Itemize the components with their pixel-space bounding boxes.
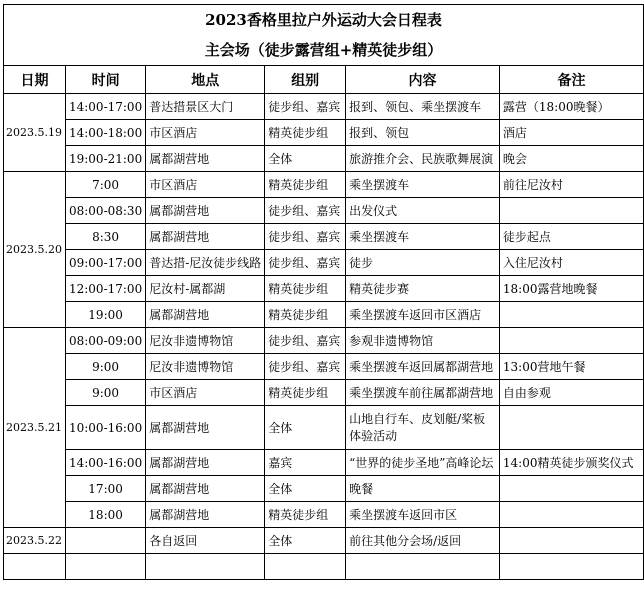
content-cell: 出发仪式	[346, 198, 500, 224]
place-cell: 属都湖营地	[146, 146, 265, 172]
place-cell: 普达措-尼汝徒步线路	[146, 250, 265, 276]
content-cell: 乘坐摆渡车返回属都湖营地	[346, 354, 500, 380]
table-row	[4, 120, 644, 146]
content-cell: 参观非遗博物馆	[346, 328, 500, 354]
date-cell: 2023.5.21	[4, 328, 66, 528]
place-cell: 市区酒店	[146, 120, 265, 146]
content-cell: 报到、领包	[346, 120, 500, 146]
note-cell	[499, 502, 643, 528]
time-cell: 08:00-08:30	[65, 198, 145, 224]
schedule-table	[3, 4, 644, 580]
place-cell: 属都湖营地	[146, 502, 265, 528]
place-cell: 市区酒店	[146, 172, 265, 198]
group-cell: 精英徒步组	[265, 172, 346, 198]
note-cell	[499, 328, 643, 354]
note-cell: 酒店	[499, 120, 643, 146]
table-row	[4, 528, 644, 554]
header-place: 地点	[146, 66, 265, 94]
note-cell	[499, 198, 643, 224]
date-cell: 2023.5.20	[4, 172, 66, 328]
time-cell: 9:00	[65, 354, 145, 380]
group-cell: 徒步组、嘉宾	[265, 328, 346, 354]
content-cell: 乘坐摆渡车前往属都湖营地	[346, 380, 500, 406]
note-cell: 徒步起点	[499, 224, 643, 250]
group-cell: 精英徒步组	[265, 380, 346, 406]
empty-cell	[346, 554, 500, 580]
empty-cell	[146, 554, 265, 580]
title-line1: 2023香格里拉户外运动大会日程表	[4, 5, 644, 35]
note-cell	[499, 302, 643, 328]
table-row	[4, 172, 644, 198]
note-cell: 18:00露营地晚餐	[499, 276, 643, 302]
table-row	[4, 302, 644, 328]
table-row	[4, 94, 644, 120]
group-cell: 全体	[265, 476, 346, 502]
empty-cell	[65, 554, 145, 580]
empty-cell	[499, 554, 643, 580]
note-cell: 13:00营地午餐	[499, 354, 643, 380]
content-cell: 徒步	[346, 250, 500, 276]
group-cell: 精英徒步组	[265, 120, 346, 146]
group-cell: 精英徒步组	[265, 276, 346, 302]
time-cell: 14:00-18:00	[65, 120, 145, 146]
place-cell: 尼汝非遗博物馆	[146, 354, 265, 380]
title-line2: 主会场（徒步露营组+精英徒步组）	[4, 35, 644, 66]
table-row	[4, 354, 644, 380]
note-cell: 露营（18:00晚餐）	[499, 94, 643, 120]
place-cell: 属都湖营地	[146, 198, 265, 224]
table-row	[4, 476, 644, 502]
table-row	[4, 250, 644, 276]
group-cell: 徒步组、嘉宾	[265, 224, 346, 250]
place-cell: 属都湖营地	[146, 476, 265, 502]
place-cell: 尼汝村-属都湖	[146, 276, 265, 302]
header-group: 组别	[265, 66, 346, 94]
header-content: 内容	[346, 66, 500, 94]
content-cell: 旅游推介会、民族歌舞展演	[346, 146, 500, 172]
time-cell: 14:00-16:00	[65, 450, 145, 476]
time-cell: 12:00-17:00	[65, 276, 145, 302]
time-cell: 18:00	[65, 502, 145, 528]
table-row	[4, 276, 644, 302]
content-cell: 精英徒步赛	[346, 276, 500, 302]
time-cell: 14:00-17:00	[65, 94, 145, 120]
time-cell: 7:00	[65, 172, 145, 198]
place-cell: 尼汝非遗博物馆	[146, 328, 265, 354]
time-cell: 10:00-16:00	[65, 406, 145, 450]
place-cell: 市区酒店	[146, 380, 265, 406]
content-cell: 山地自行车、皮划艇/桨板体验活动	[346, 406, 500, 450]
header-time: 时间	[65, 66, 145, 94]
time-cell: 9:00	[65, 380, 145, 406]
group-cell: 徒步组、嘉宾	[265, 94, 346, 120]
group-cell: 全体	[265, 528, 346, 554]
note-cell	[499, 406, 643, 450]
note-cell: 入住尼汝村	[499, 250, 643, 276]
time-cell	[65, 528, 145, 554]
table-row	[4, 328, 644, 354]
time-cell: 09:00-17:00	[65, 250, 145, 276]
group-cell: 徒步组、嘉宾	[265, 198, 346, 224]
time-cell: 8:30	[65, 224, 145, 250]
time-cell: 08:00-09:00	[65, 328, 145, 354]
content-cell: 报到、领包、乘坐摆渡车	[346, 94, 500, 120]
note-cell	[499, 476, 643, 502]
place-cell: 属都湖营地	[146, 302, 265, 328]
date-cell: 2023.5.22	[4, 528, 66, 554]
group-cell: 精英徒步组	[265, 502, 346, 528]
header-date: 日期	[4, 66, 66, 94]
table-row	[4, 450, 644, 476]
content-cell: 乘坐摆渡车	[346, 224, 500, 250]
content-cell: “世界的徒步圣地”高峰论坛	[346, 450, 500, 476]
group-cell: 徒步组、嘉宾	[265, 250, 346, 276]
table-row	[4, 406, 644, 450]
place-cell: 各自返回	[146, 528, 265, 554]
group-cell: 徒步组、嘉宾	[265, 354, 346, 380]
date-cell: 2023.5.19	[4, 94, 66, 172]
table-row	[4, 198, 644, 224]
group-cell: 全体	[265, 406, 346, 450]
table-row	[4, 146, 644, 172]
empty-cell	[265, 554, 346, 580]
group-cell: 全体	[265, 146, 346, 172]
note-cell: 晚会	[499, 146, 643, 172]
table-row	[4, 224, 644, 250]
note-cell: 前往尼汝村	[499, 172, 643, 198]
place-cell: 属都湖营地	[146, 224, 265, 250]
place-cell: 属都湖营地	[146, 406, 265, 450]
note-cell	[499, 528, 643, 554]
content-cell: 乘坐摆渡车返回市区	[346, 502, 500, 528]
empty-cell	[4, 554, 66, 580]
group-cell: 嘉宾	[265, 450, 346, 476]
content-cell: 乘坐摆渡车	[346, 172, 500, 198]
group-cell: 精英徒步组	[265, 302, 346, 328]
place-cell: 属都湖营地	[146, 450, 265, 476]
table-row	[4, 502, 644, 528]
content-cell: 前往其他分会场/返回	[346, 528, 500, 554]
place-cell: 普达措景区大门	[146, 94, 265, 120]
note-cell: 14:00精英徒步颁奖仪式	[499, 450, 643, 476]
note-cell: 自由参观	[499, 380, 643, 406]
content-cell: 晚餐	[346, 476, 500, 502]
time-cell: 19:00-21:00	[65, 146, 145, 172]
time-cell: 19:00	[65, 302, 145, 328]
time-cell: 17:00	[65, 476, 145, 502]
content-cell: 乘坐摆渡车返回市区酒店	[346, 302, 500, 328]
header-note: 备注	[499, 66, 643, 94]
empty-row	[4, 554, 644, 580]
table-row	[4, 380, 644, 406]
